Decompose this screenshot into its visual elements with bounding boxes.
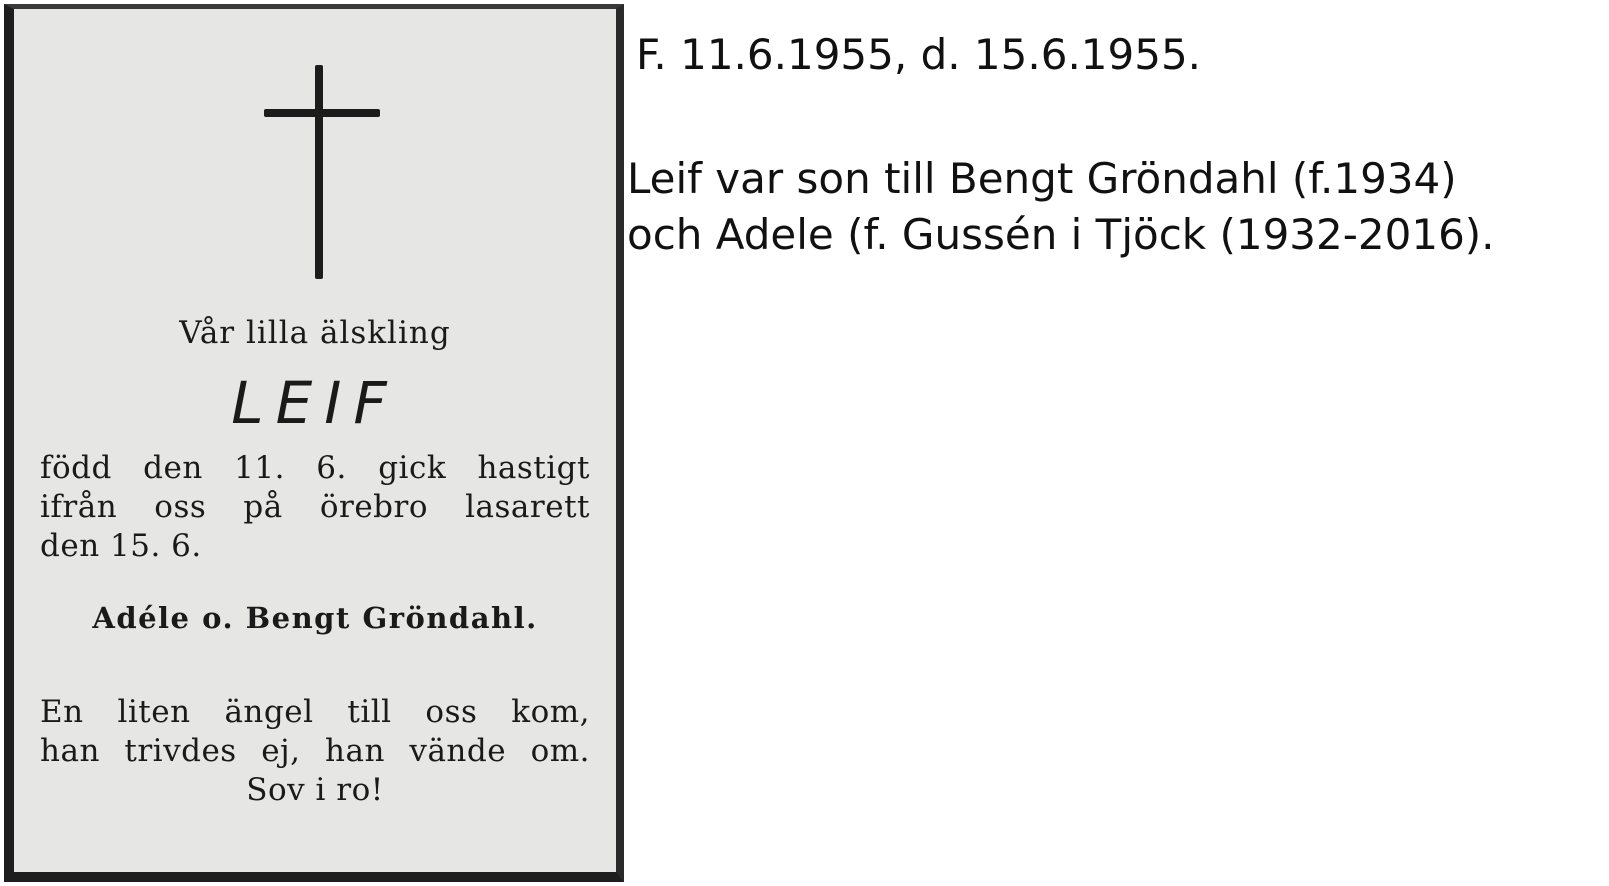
notice-intro: Vår lilla älskling	[179, 315, 451, 351]
notice-poem	[40, 693, 590, 810]
notice-body-line: född den 11. 6. gick hastigt	[40, 450, 590, 486]
parents-note-line: och Adele (f. Gussén i Tjöck (1932-2016).	[627, 210, 1495, 259]
notice-body-line: den 15. 6.	[40, 528, 202, 564]
birth-death-dates: F. 11.6.1955, d. 15.6.1955.	[636, 30, 1202, 79]
cross-vertical-bar	[315, 65, 323, 279]
notice-body-line: ifrån oss på örebro lasarett	[40, 489, 590, 525]
poem-line: En liten ängel till oss kom,	[40, 694, 590, 730]
notice-body	[40, 449, 590, 566]
poem-line: han trivdes ej, han vände om.	[40, 733, 590, 769]
cross-icon	[264, 65, 380, 279]
poem-line: Sov i ro!	[246, 772, 384, 808]
death-notice-clipping	[4, 4, 624, 882]
cross-horizontal-bar	[264, 109, 380, 117]
parents-note-line: Leif var son till Bengt Gröndahl (f.1934)	[627, 154, 1457, 203]
notice-signature: Adéle o. Bengt Gröndahl.	[92, 601, 538, 635]
deceased-name: LEIF	[231, 369, 399, 437]
